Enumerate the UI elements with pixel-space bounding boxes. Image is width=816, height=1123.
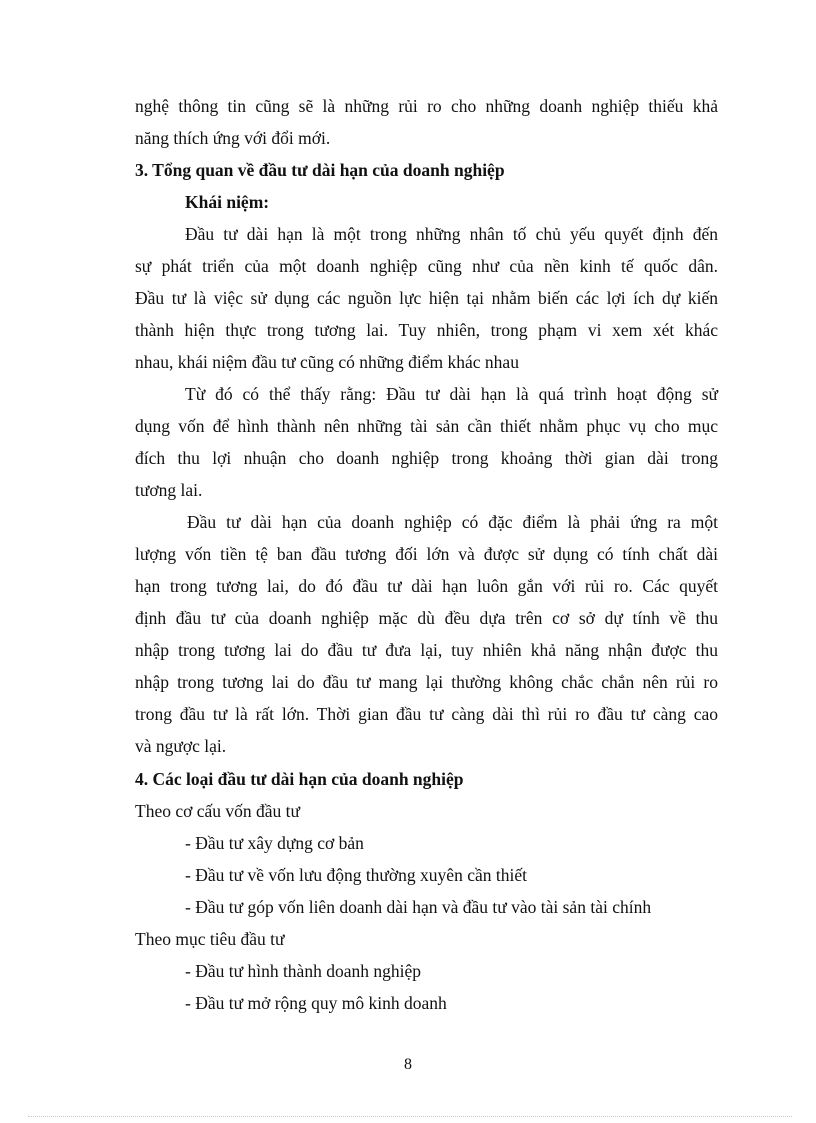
text-line: dụng vốn để hình thành nên những tài sản cần thiết nhằm phục vụ cho mục <box>135 416 718 436</box>
page-number: 8 <box>404 1056 412 1073</box>
subheading: Khái niệm: <box>185 192 270 212</box>
section-heading: 4. Các loại đầu tư dài hạn của doanh nghiệp <box>135 769 464 789</box>
text-line: nhập trong tương lai do đầu tư mang lại thường không chắc chắn nên rủi ro <box>135 672 718 692</box>
list-item: - Đầu tư góp vốn liên doanh dài hạn và đầu tư vào tài sản tài chính <box>185 897 652 917</box>
text-line: tương lai. <box>135 480 203 500</box>
text-line: và ngược lại. <box>135 736 227 756</box>
text-line: Đầu tư là việc sử dụng các nguồn lực hiện tại nhằm biến các lợi ích dự kiến <box>135 288 718 308</box>
text-line: đích thu lợi nhuận cho doanh nghiệp trong khoảng thời gian dài trong <box>135 448 718 468</box>
list-item: - Đầu tư xây dựng cơ bản <box>185 833 364 853</box>
text-line: sự phát triển của một doanh nghiệp cũng như của nền kinh tế quốc dân. <box>135 256 718 276</box>
section-heading: 3. Tổng quan về đầu tư dài hạn của doanh nghiệp <box>135 160 505 180</box>
text-line: thành hiện thực trong tương lai. Tuy nhiên, trong phạm vi xem xét khác <box>135 320 718 340</box>
text-line: năng thích ứng với đổi mới. <box>135 128 331 148</box>
text-line: định đầu tư của doanh nghiệp mặc dù đều dựa trên cơ sở dự tính về thu <box>135 608 718 628</box>
text-line: nhau, khái niệm đầu tư cũng có những điểm khác nhau <box>135 352 519 372</box>
text-line: Đầu tư dài hạn là một trong những nhân tố chủ yếu quyết định đến <box>185 224 718 244</box>
text-line: Theo cơ cấu vốn đầu tư <box>135 801 301 821</box>
text-line: trong đầu tư là rất lớn. Thời gian đầu tư càng dài thì rủi ro đầu tư càng cao <box>135 704 718 724</box>
text-line: lượng vốn tiền tệ ban đầu tương đối lớn và được sử dụng có tính chất dài <box>135 544 718 564</box>
text-line: nhập trong tương lai do đầu tư đưa lại, tuy nhiên khả năng nhận được thu <box>135 640 718 660</box>
text-line: Theo mục tiêu đầu tư <box>135 929 285 949</box>
text-line: hạn trong tương lai, do đó đầu tư dài hạn luôn gắn với rủi ro. Các quyết <box>135 576 718 596</box>
page-bottom-border <box>28 1116 792 1117</box>
text-line: nghệ thông tin cũng sẽ là những rủi ro cho những doanh nghiệp thiếu khả <box>135 96 718 116</box>
list-item: - Đầu tư hình thành doanh nghiệp <box>185 961 421 981</box>
list-item: - Đầu tư mở rộng quy mô kinh doanh <box>185 993 447 1013</box>
text-line: Đầu tư dài hạn của doanh nghiệp có đặc điểm là phải ứng ra một <box>187 512 718 532</box>
list-item: - Đầu tư về vốn lưu động thường xuyên cần thiết <box>185 865 527 885</box>
text-line: Từ đó có thể thấy rằng: Đầu tư dài hạn là quá trình hoạt động sử <box>185 384 718 404</box>
